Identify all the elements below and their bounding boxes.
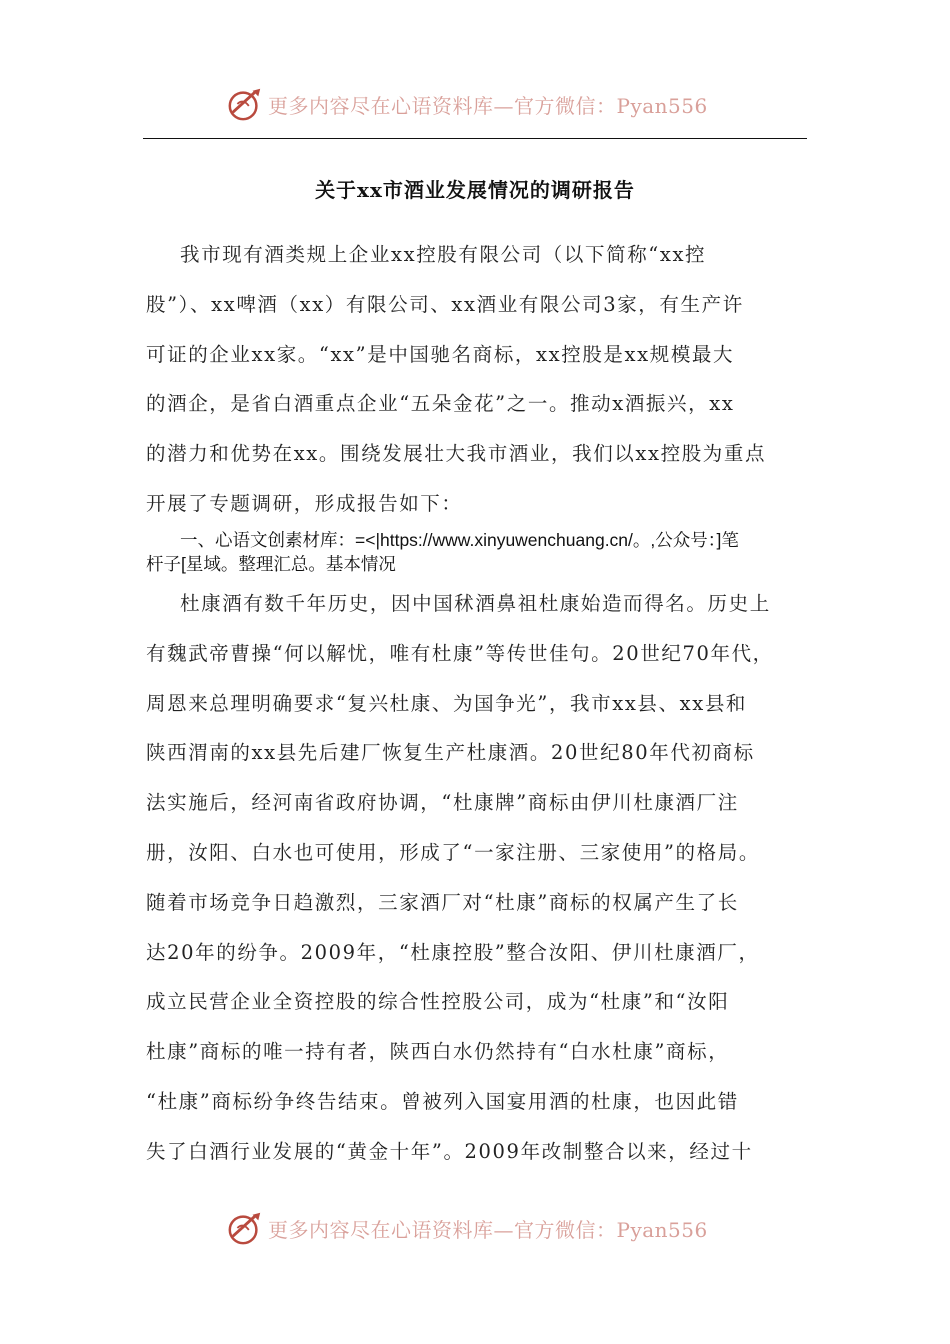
text-line: 杜康酒有数千年历史，因中国秫酒鼻祖杜康始造而得名。历史上 xyxy=(180,592,771,615)
text-line: 陕西渭南的xx县先后建厂恢复生产杜康酒。20世纪80年代初商标 xyxy=(146,741,755,765)
text-line: 法实施后，经河南省政府协调，“杜康牌”商标由伊川杜康酒厂注 xyxy=(146,791,739,815)
heading-line: 杆子[星域。整理汇总。基本情况 xyxy=(146,554,396,574)
body-paragraph xyxy=(146,579,818,1177)
footer-banner xyxy=(0,1206,950,1250)
text-line: 杜康”商标的唯一持有者，陕西白水仍然持有“白水杜康”商标， xyxy=(146,1040,730,1064)
banner-text: 更多内容尽在心语资料库—官方微信：Pyan556 xyxy=(268,1217,708,1242)
header-banner xyxy=(0,82,950,126)
text-line: 周恩来总理明确要求“复兴杜康、为国争光”，我市xx县、xx县和 xyxy=(146,691,748,715)
text-line: 成立民营企业全资控股的综合性控股公司，成为“杜康”和“汝阳 xyxy=(146,990,730,1014)
pen-logo-icon xyxy=(226,1209,264,1247)
text-line: 随着市场竞争日趋激烈，三家酒厂对“杜康”商标的权属产生了长 xyxy=(146,890,739,914)
text-line: 册，汝阳、白水也可使用，形成了“一家注册、三家使用”的格局。 xyxy=(146,840,760,864)
text-line: 可证的企业xx家。“xx”是中国驰名商标，xx控股是xx规模最大 xyxy=(146,342,735,366)
intro-paragraph xyxy=(146,230,818,529)
text-line: 股”）、xx啤酒（xx）有限公司、xx酒业有限公司3家，有生产许 xyxy=(146,292,744,316)
banner-text: 更多内容尽在心语资料库—官方微信：Pyan556 xyxy=(268,93,708,118)
section-heading xyxy=(146,528,818,576)
heading-line: 一、心语文创素材库：=<|https://www.xinyuwenchuang.cn/。,公众号：]笔 xyxy=(180,530,739,550)
document-title: 关于xx市酒业发展情况的调研报告 xyxy=(315,178,635,202)
text-line: 有魏武帝曹操“何以解忧，唯有杜康”等传世佳句。20世纪70年代， xyxy=(146,641,774,665)
text-line: 达20年的纷争。2009年，“杜康控股”整合汝阳、伊川杜康酒厂， xyxy=(146,940,760,964)
text-line: 的酒企，是省白酒重点企业“五朵金花”之一。推动x酒振兴，xx xyxy=(146,392,735,416)
pen-logo-icon xyxy=(226,85,264,123)
text-line: 的潜力和优势在xx。围绕发展壮大我市酒业，我们以xx控股为重点 xyxy=(146,442,767,466)
text-line: “杜康”商标纷争终告结束。曾被列入国宴用酒的杜康，也因此错 xyxy=(146,1089,739,1113)
text-line: 失了白酒行业发展的“黄金十年”。2009年改制整合以来，经过十 xyxy=(146,1139,753,1163)
text-line: 开展了专题调研，形成报告如下： xyxy=(146,491,463,515)
text-line: 我市现有酒类规上企业xx控股有限公司（以下简称“xx控 xyxy=(180,243,707,266)
header-divider xyxy=(143,138,807,139)
